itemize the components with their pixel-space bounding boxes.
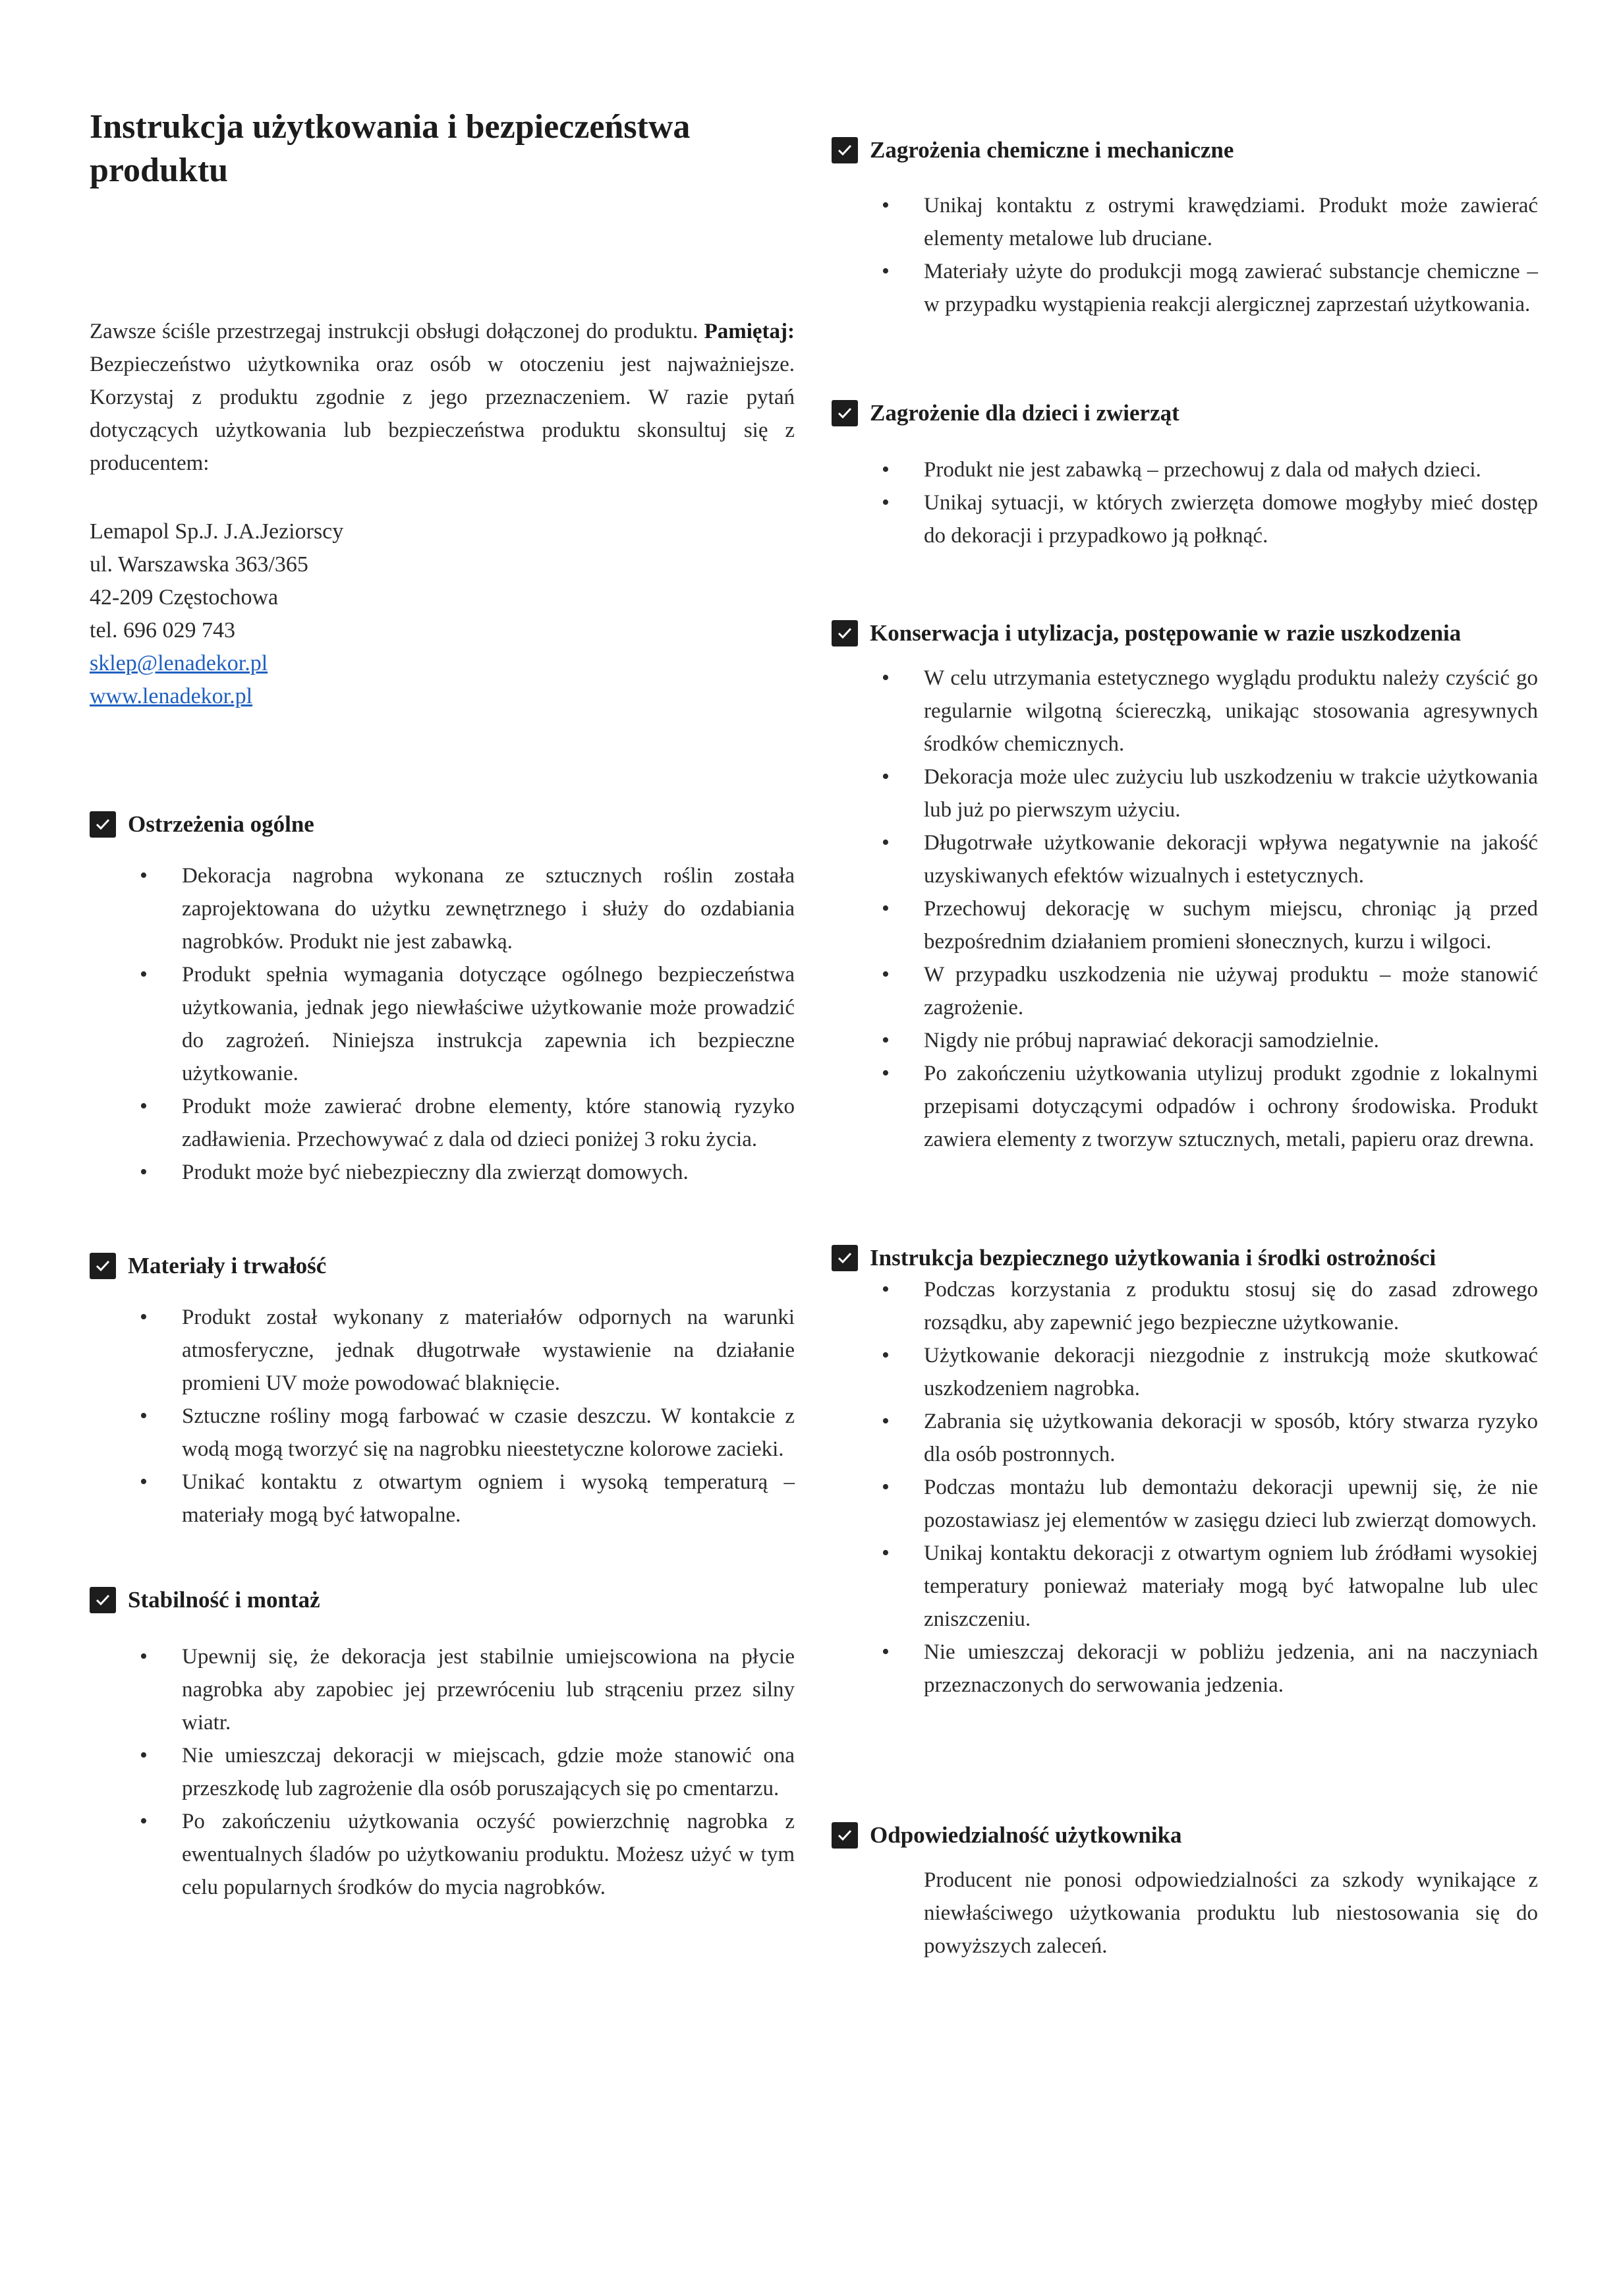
section-header [832, 135, 1538, 165]
bullet-icon: • [140, 1404, 148, 1428]
bullet-icon: • [140, 1809, 148, 1833]
intro-paragraph [90, 315, 795, 480]
list-item: • Sztuczne rośliny mogą farbować w czasie deszczu. W kontakcie z wodą mogą tworzyć się na nagrobku nieestetyczne kolorowe zacieki. [90, 1400, 795, 1466]
list-item: • Produkt może zawierać drobne elementy, które stanowią ryzyko zadławienia. Przechowywać z dala od dzieci poniżej 3 roku życia. [90, 1090, 795, 1156]
bullet-icon: • [882, 1475, 890, 1499]
section-title: Materiały i trwałość [128, 1253, 327, 1278]
company-name: Lemapol Sp.J. J.A.Jeziorscy [90, 519, 344, 544]
bullet-icon: • [882, 1640, 890, 1664]
checkbox-checked-icon [832, 620, 858, 646]
bullet-icon: • [140, 962, 148, 987]
list-item: • W przypadku uszkodzenia nie używaj produktu – może stanowić zagrożenie. [832, 958, 1538, 1024]
list-item: • Zabrania się użytkowania dekoracji w sposób, który stwarza ryzyko dla osób postronnych. [832, 1405, 1538, 1471]
bullet-icon: • [882, 962, 890, 987]
list-item: • Nie umieszczaj dekoracji w pobliżu jedzenia, ani na naczyniach przeznaczonych do serwowania jedzenia. [832, 1636, 1538, 1702]
intro-text: Bezpieczeństwo użytkownika oraz osób w otoczeniu jest najważniejsze. Korzystaj z produktu zgodnie z jego przeznaczeniem. W razie pytań dotyczących użytkowania lub bezpieczeństwa produktu skonsultuj się z producentem: [90, 353, 795, 475]
section-stability [90, 1585, 795, 1904]
general-warnings-list [90, 859, 795, 1189]
section-chemical-mechanical [832, 135, 1538, 321]
checkbox-checked-icon [832, 1245, 858, 1271]
list-item: • W celu utrzymania estetycznego wyglądu produktu należy czyścić go regularnie wilgotną ściereczką, unikając stosowania agresywnych środków chemicznych. [832, 662, 1538, 761]
bullet-icon: • [882, 259, 890, 283]
bullet-icon: • [882, 666, 890, 690]
company-phone: tel. 696 029 743 [90, 618, 235, 643]
section-header [90, 809, 795, 840]
list-item: • Podczas montażu lub demontażu dekoracji upewnij się, że nie pozostawiasz jej elementów w zasięgu dzieci lub zwierząt domowych. [832, 1471, 1538, 1537]
checkbox-checked-icon [832, 1822, 858, 1849]
manufacturer-address [90, 515, 343, 713]
list-item: • Długotrwałe użytkowanie dekoracji wpływa negatywnie na jakość uzyskiwanych efektów wizualnych i estetycznych. [832, 826, 1538, 892]
section-header [90, 1585, 795, 1615]
email-link[interactable]: sklep@lenadekor.pl [90, 651, 268, 675]
bullet-icon: • [140, 1094, 148, 1118]
stability-list [90, 1640, 795, 1904]
section-title: Zagrożenie dla dzieci i zwierząt [870, 400, 1179, 426]
section-title: Ostrzeżenia ogólne [128, 811, 314, 837]
bullet-icon: • [140, 1160, 148, 1184]
bullet-icon: • [882, 1061, 890, 1085]
bullet-icon: • [140, 863, 148, 888]
list-item: • Dekoracja może ulec zużyciu lub uszkodzeniu w trakcie użytkowania lub już po pierwszym użyciu. [832, 761, 1538, 826]
list-item: • Unikać kontaktu z otwartym ogniem i wysoką temperaturą – materiały mogą być łatwopalne. [90, 1466, 795, 1532]
list-item: • Produkt nie jest zabawką – przechowuj z dala od małych dzieci. [832, 453, 1538, 486]
company-city: 42-209 Częstochowa [90, 585, 279, 610]
list-item: • Upewnij się, że dekoracja jest stabilnie umiejscowiona na płycie nagrobka aby zapobiec jej przewróceniu lub strąceniu przez silny wiatr. [90, 1640, 795, 1739]
page-title: Instrukcja użytkowania i bezpieczeństwa produktu [90, 108, 691, 189]
section-maintenance [832, 618, 1538, 1156]
maintenance-list [832, 662, 1538, 1156]
section-title: Konserwacja i utylizacja, postępowanie w razie uszkodzenia [870, 620, 1462, 646]
list-item: • Unikaj kontaktu dekoracji z otwartym ogniem lub źródłami wysokiej temperatury ponieważ materiały mogą być łatwopalne lub ulec zniszczeniu. [832, 1537, 1538, 1636]
list-item: • Dekoracja nagrobna wykonana ze sztucznych roślin została zaprojektowana do użytku zewnętrznego i służy do ozdabiania nagrobków. Produkt nie jest zabawką. [90, 859, 795, 958]
checkbox-checked-icon [832, 400, 858, 426]
checkbox-checked-icon [90, 811, 116, 838]
checkbox-checked-icon [90, 1587, 116, 1613]
list-item: • Użytkowanie dekoracji niezgodnie z instrukcją może skutkować uszkodzeniem nagrobka. [832, 1339, 1538, 1405]
intro-line: Zawsze ściśle przestrzegaj instrukcji obsługi dołączonej do produktu. [90, 320, 698, 343]
list-item: • Produkt został wykonany z materiałów odpornych na warunki atmosferyczne, jednak długotrwałe wystawienie na działanie promieni UV może powodować blaknięcie. [90, 1301, 795, 1400]
bullet-icon: • [882, 193, 890, 217]
list-item: • Produkt spełnia wymagania dotyczące ogólnego bezpieczeństwa użytkowania, jednak jego niewłaściwe użytkowanie może prowadzić do zagrożeń. Niniejsza instrukcja zapewnia ich bezpieczne użytkowanie. [90, 958, 795, 1090]
list-item: • Po zakończeniu użytkowania oczyść powierzchnię nagrobka z ewentualnych śladów po użytkowaniu produktu. Możesz użyć w tym celu popularnych środków do mycia nagrobków. [90, 1805, 795, 1904]
bullet-icon: • [882, 764, 890, 789]
checkbox-checked-icon [90, 1253, 116, 1279]
children-list [832, 453, 1538, 552]
section-title: Zagrożenia chemiczne i mechaniczne [870, 137, 1234, 163]
section-user-responsibility [832, 1820, 1538, 1963]
bullet-icon: • [140, 1305, 148, 1329]
intro-bold-label: Pamiętaj: [704, 320, 795, 343]
list-item: • Przechowuj dekorację w suchym miejscu, chroniąc ją przed bezpośrednim działaniem promieni słonecznych, kurzu i wilgoci. [832, 892, 1538, 958]
bullet-icon: • [882, 1409, 890, 1433]
list-item: • Unikaj kontaktu z ostrymi krawędziami. Produkt może zawierać elementy metalowe lub druciane. [832, 189, 1538, 255]
checkbox-checked-icon [832, 137, 858, 163]
list-item: • Nie umieszczaj dekoracji w miejscach, gdzie może stanowić ona przeszkodę lub zagrożenie dla osób poruszających się po cmentarzu. [90, 1739, 795, 1805]
bullet-icon: • [140, 1743, 148, 1767]
bullet-icon: • [882, 457, 890, 482]
bullet-icon: • [882, 490, 890, 515]
section-title: Instrukcja bezpiecznego użytkowania i środki ostrożności [870, 1245, 1436, 1271]
website-link[interactable]: www.lenadekor.pl [90, 684, 253, 708]
bullet-icon: • [882, 830, 890, 855]
section-header [832, 1820, 1538, 1851]
section-title: Stabilność i montaż [128, 1587, 320, 1613]
list-item: • Produkt może być niebezpieczny dla zwierząt domowych. [90, 1156, 795, 1189]
bullet-icon: • [882, 1277, 890, 1302]
responsibility-text: Producent nie ponosi odpowiedzialności za szkody wynikające z niewłaściwego użytkowania produktu lub niestosowania się do powyższych zaleceń. [924, 1868, 1538, 1958]
section-safe-use [832, 1243, 1538, 1702]
bullet-icon: • [882, 1343, 890, 1367]
section-general-warnings [90, 809, 795, 1189]
section-header [832, 1243, 1538, 1273]
section-title: Odpowiedzialność użytkownika [870, 1822, 1182, 1848]
materials-list [90, 1301, 795, 1532]
section-header [832, 398, 1538, 428]
section-header [832, 618, 1538, 648]
bullet-icon: • [140, 1644, 148, 1669]
section-materials [90, 1251, 795, 1532]
list-item: • Unikaj sytuacji, w których zwierzęta domowe mogłyby mieć dostęp do dekoracji i przypadkowo ją połknąć. [832, 486, 1538, 552]
bullet-icon: • [882, 896, 890, 921]
chemical-list [832, 189, 1538, 321]
section-header [90, 1251, 795, 1281]
bullet-icon: • [882, 1541, 890, 1565]
bullet-icon: • [140, 1470, 148, 1494]
list-item: • Po zakończeniu użytkowania utylizuj produkt zgodnie z lokalnymi przepisami dotyczącymi odpadów i ochrony środowiska. Produkt zawiera elementy z tworzyw sztucznych, metali, papieru oraz drewna. [832, 1057, 1538, 1156]
section-children-animals [832, 398, 1538, 552]
list-item: • Materiały użyte do produkcji mogą zawierać substancje chemiczne – w przypadku wystąpienia reakcji alergicznej zaprzestań użytkowania. [832, 255, 1538, 321]
safe-use-list [832, 1273, 1538, 1702]
bullet-icon: • [882, 1028, 890, 1052]
list-item: • Podczas korzystania z produktu stosuj się do zasad zdrowego rozsądku, aby zapewnić jego bezpieczne użytkowanie. [832, 1273, 1538, 1339]
company-street: ul. Warszawska 363/365 [90, 552, 308, 577]
list-item: • Nigdy nie próbuj naprawiać dekoracji samodzielnie. [832, 1024, 1538, 1057]
